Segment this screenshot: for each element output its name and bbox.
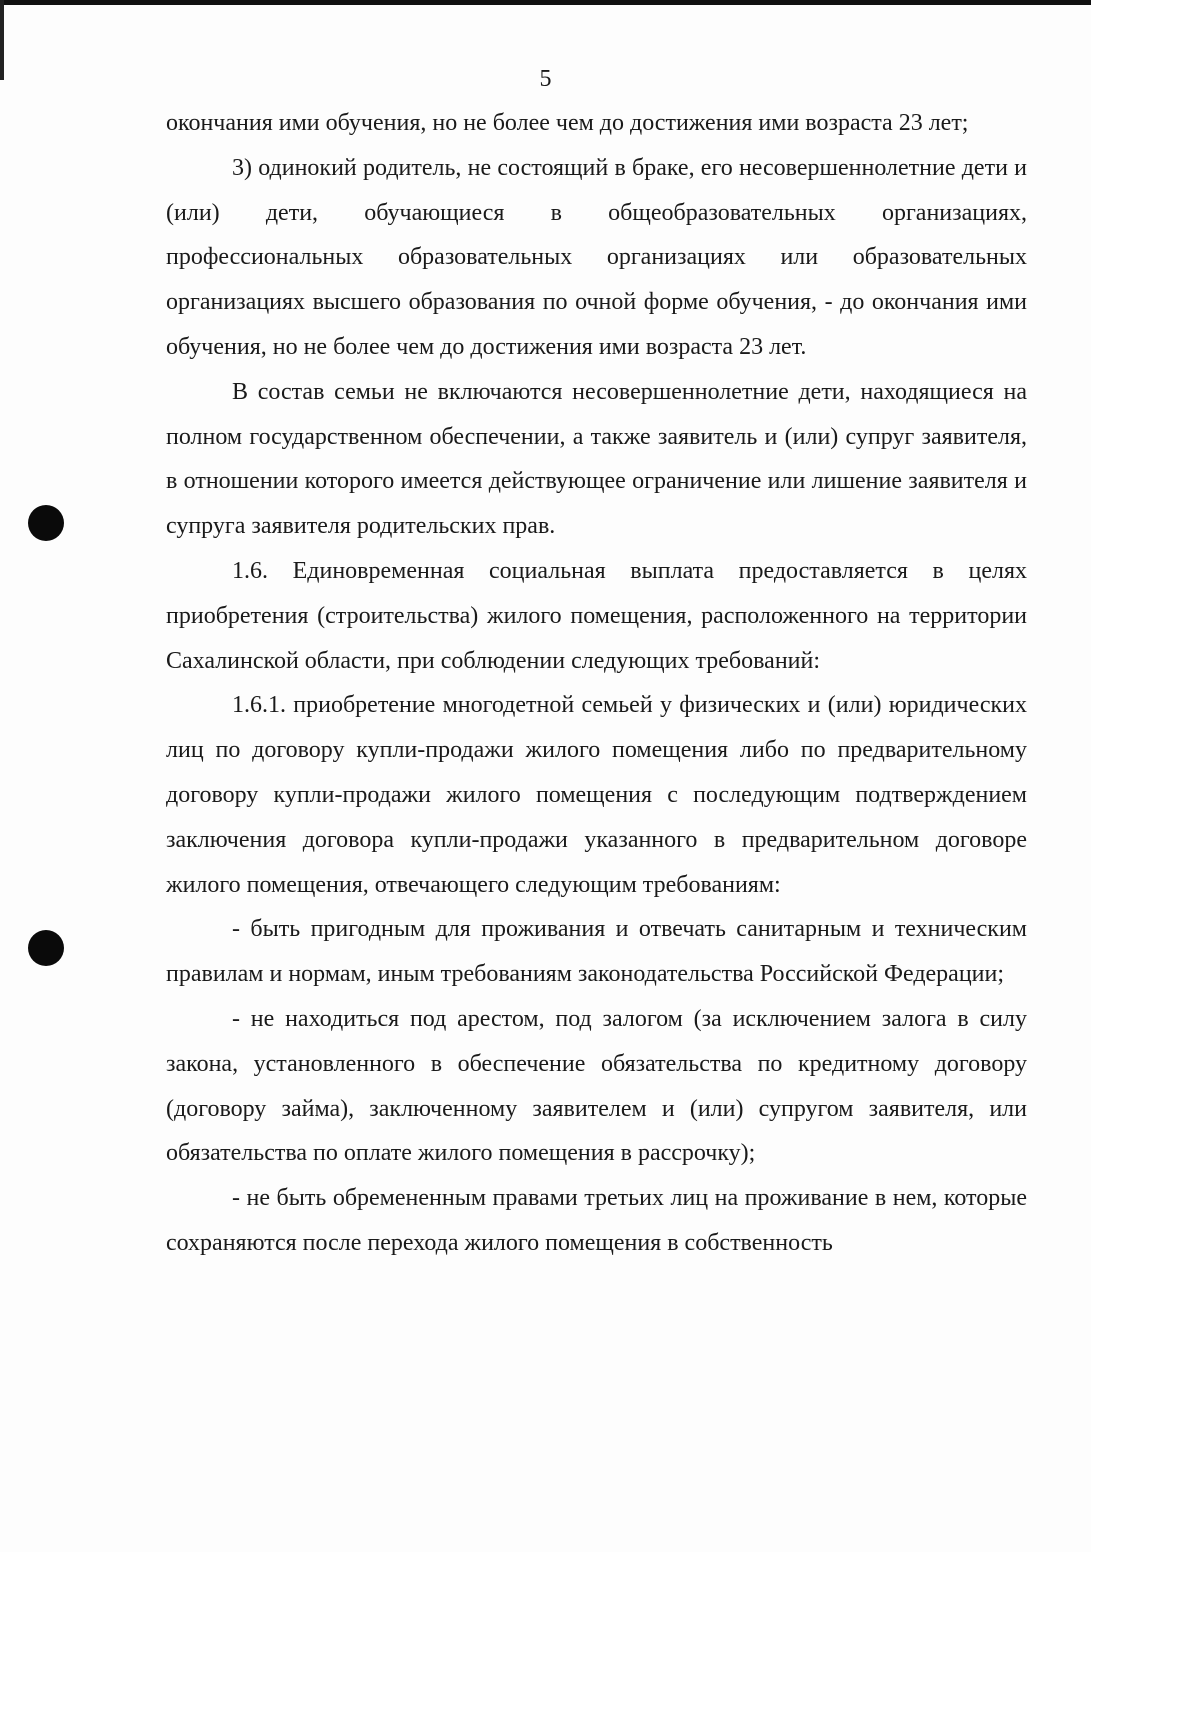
paragraph: окончания ими обучения, но не более чем до достижения ими возраста 23 лет;	[166, 110, 969, 136]
paragraph: В состав семьи не включаются несовершеннолетние дети, находящиеся на полном государственном обеспечении, а также заявитель и (или) супруг заявителя, в отношении которого имеется действующее ограничение или лишение заявителя и супруга заявителя родительских прав.	[166, 378, 1027, 540]
paragraph: - не находиться под арестом, под залогом (за исключением залога в силу закона, установленного в обеспечение обязательства по кредитному договору (договору займа), заключенному заявителем и (или) супругом заявителя, или обязательства по оплате жилого помещения в рассрочку);	[166, 1005, 1027, 1167]
scan-edge-top	[0, 0, 1091, 5]
document-body	[166, 101, 1027, 1266]
paragraph: 1.6. Единовременная социальная выплата предоставляется в целях приобретения (строительства) жилого помещения, расположенного на территории Сахалинской области, при соблюдении следующих требований:	[166, 557, 1027, 674]
paragraph: - быть пригодным для проживания и отвечать санитарным и техническим правилам и нормам, иным требованиям законодательства Российской Федерации;	[166, 916, 1027, 988]
paragraph: 1.6.1. приобретение многодетной семьей у физических и (или) юридических лиц по договору купли-продажи жилого помещения либо по предварительному договору купли-продажи жилого помещения с последующим подтверждением заключения договора купли-продажи указанного в предварительном договоре жилого помещения, отвечающего следующим требованиям:	[166, 692, 1027, 898]
paragraph: 3) одинокий родитель, не состоящий в браке, его несовершеннолетние дети и (или) дети, обучающиеся в общеобразовательных организациях, профессиональных образовательных организациях или образовательных организациях высшего образования по очной форме обучения, - до окончания ими обучения, но не более чем до достижения ими возраста 23 лет.	[166, 154, 1027, 360]
page-number: 5	[539, 66, 552, 92]
punch-hole-mark	[28, 930, 64, 966]
paragraph: - не быть обремененным правами третьих лиц на проживание в нем, которые сохраняются после перехода жилого помещения в собственность	[166, 1185, 1027, 1256]
punch-hole-mark	[28, 505, 64, 541]
